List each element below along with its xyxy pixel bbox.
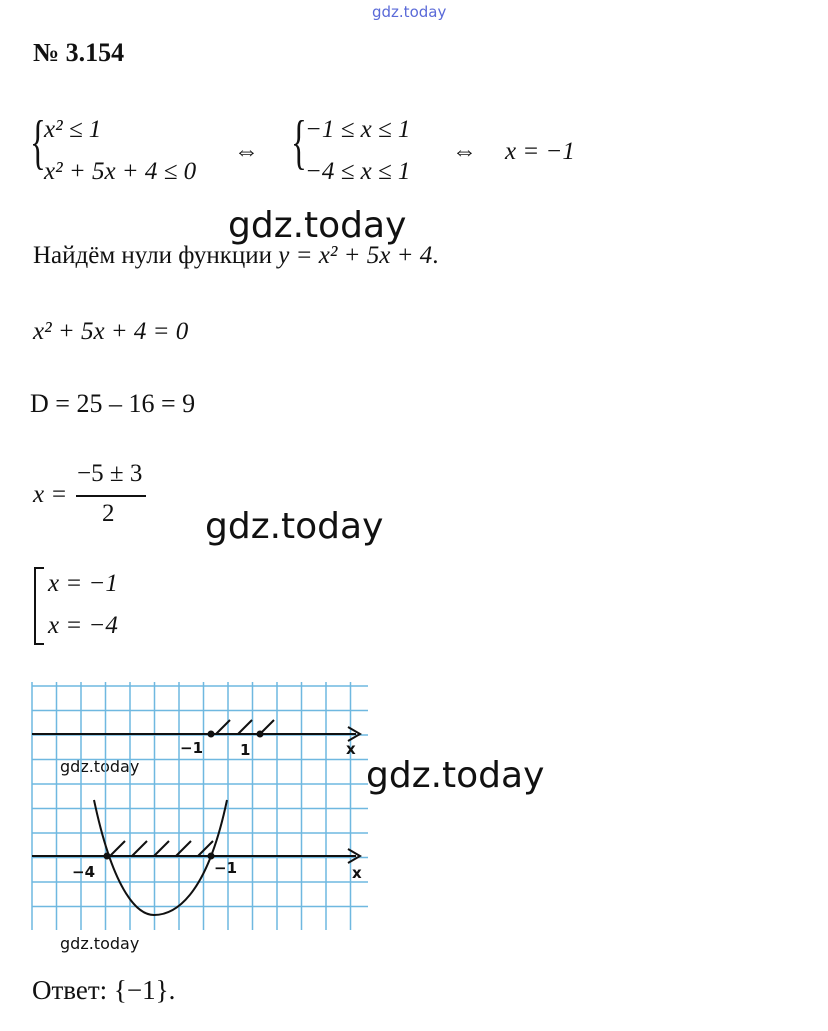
system1-brace: { [30, 109, 46, 175]
system-result: x = −1 [505, 138, 575, 165]
zeros-text [33, 242, 438, 270]
axis-1-label-1: 1 [240, 741, 251, 759]
discriminant: D = 25 – 16 = 9 [30, 389, 196, 418]
axis-1-point-neg1 [208, 731, 215, 738]
roots-bracket [34, 567, 44, 645]
roots-formula-numerator: −5 ± 3 [77, 460, 143, 487]
watermark-4: gdz.today [60, 757, 140, 776]
axis-1-label-neg1: −1 [180, 739, 204, 757]
axis-2-label-neg1: −1 [214, 859, 238, 877]
watermark-3: gdz.today [366, 755, 545, 796]
zeros-text-label: Найдём нули функции [33, 242, 273, 269]
roots-formula-lhs: x = [33, 481, 68, 508]
system1-row1: x² ≤ 1 [44, 116, 102, 143]
axis-1-name: x [346, 740, 356, 758]
problem-number: № 3.154 [33, 38, 125, 67]
axis-2-name: x [352, 864, 362, 882]
root-1: x = −1 [48, 570, 118, 597]
roots-formula-denominator: 2 [102, 500, 115, 527]
watermark-1: gdz.today [228, 205, 407, 246]
graph-figure [30, 680, 370, 932]
system1-row2: x² + 5x + 4 ≤ 0 [44, 158, 197, 185]
system2-brace: { [291, 109, 307, 175]
quadratic-equation: x² + 5x + 4 = 0 [33, 318, 189, 345]
zeros-function: y = x² + 5x + 4 [278, 242, 433, 269]
answer: Ответ: {−1}. [32, 975, 176, 1005]
axis-2-point-neg4 [104, 853, 111, 860]
system2-row1: −1 ≤ x ≤ 1 [305, 116, 411, 143]
axis-2-label-neg4: −4 [72, 863, 96, 881]
watermark-top: gdz.today [372, 3, 447, 21]
equiv-sign-1: ⇔ [234, 138, 259, 165]
fraction-bar [76, 495, 146, 497]
graph-grid [32, 682, 368, 930]
watermark-2: gdz.today [205, 506, 384, 547]
system2-row2: −4 ≤ x ≤ 1 [305, 158, 411, 185]
zeros-period: . [432, 242, 439, 269]
axis-1-hatching [216, 720, 274, 734]
watermark-5: gdz.today [60, 934, 140, 953]
axis-2-hatching [110, 841, 213, 856]
equiv-sign-2: ⇔ [452, 138, 477, 165]
root-2: x = −4 [48, 612, 118, 639]
axis-1-point-1 [257, 731, 264, 738]
